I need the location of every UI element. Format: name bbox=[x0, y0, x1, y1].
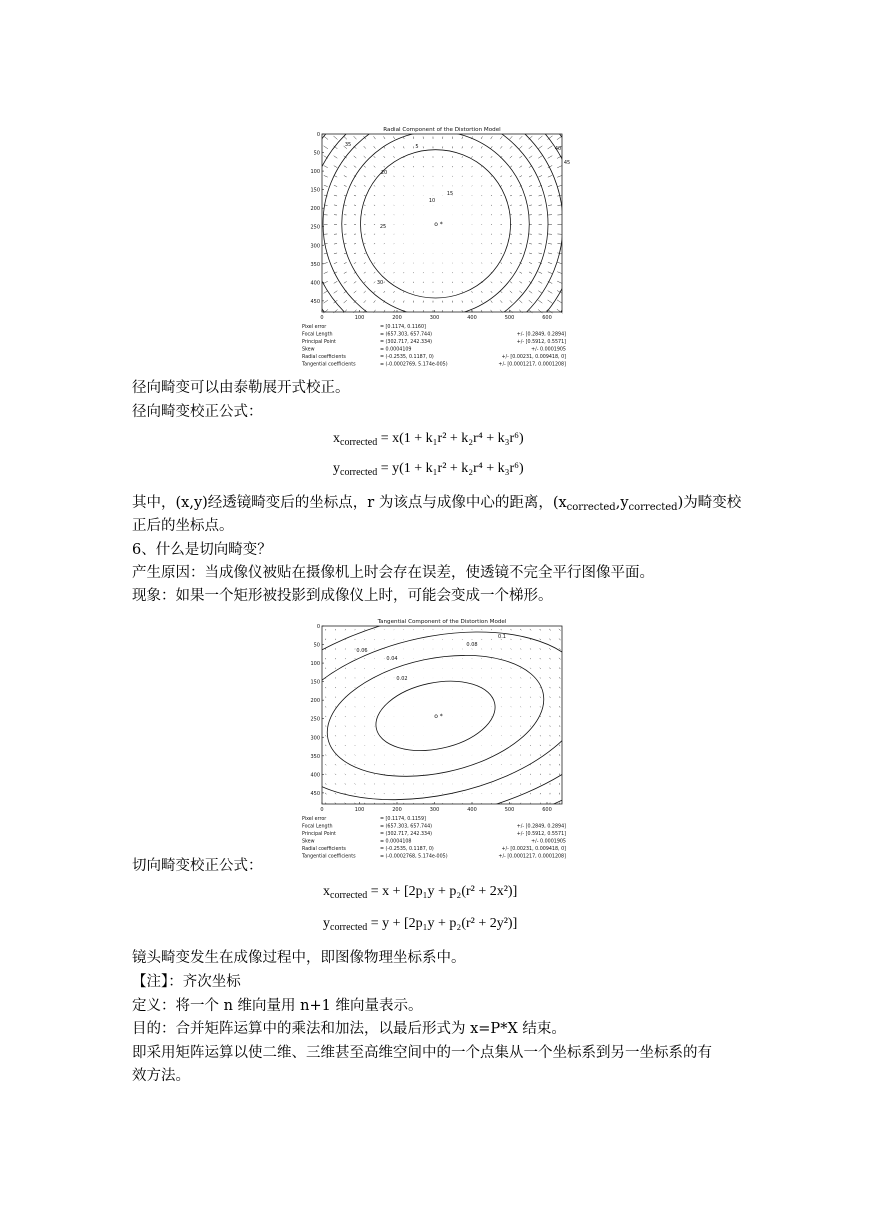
info-error: +/- [0.0001217, 0.0001208] bbox=[498, 362, 566, 368]
explain-part1: 其中，(x,y)经透镜畸变后的坐标点，r 为该点与成像中心的距离，(x bbox=[132, 495, 567, 511]
contour-label: 0.02 bbox=[396, 676, 408, 682]
info-value: = (657.303, 657.744) bbox=[380, 824, 433, 830]
y-tick-label: 350 bbox=[310, 753, 320, 760]
note-title: 【注】：齐次坐标 bbox=[132, 974, 241, 990]
contour-label: 0.08 bbox=[466, 642, 478, 648]
tangential-distortion-figure bbox=[300, 616, 568, 860]
info-value: = (-0.2535, 0.1187, 0) bbox=[380, 847, 434, 852]
x-tick-label: 100 bbox=[354, 315, 365, 321]
usage-line1: 即采用矩阵运算以使二维、三维甚至高维空间中的一个点集从一个坐标系到另一坐标系的有 bbox=[132, 1045, 712, 1061]
eq-rhs: = x + [2p₁y + p₂(r² + 2x²)] bbox=[370, 884, 518, 899]
contour-label: 0.1 bbox=[498, 634, 506, 640]
info-value: = (-0.2535, 0.1187, 0) bbox=[380, 355, 434, 360]
info-value: = [0.1174, 0.1159] bbox=[380, 817, 426, 822]
radial-distortion-figure bbox=[300, 124, 571, 370]
x-tick-label: 500 bbox=[504, 807, 515, 813]
tangential-distortion-plot bbox=[300, 616, 568, 860]
y-tick-label: 450 bbox=[310, 298, 320, 305]
info-error: +/- [0.5912, 0.5571] bbox=[516, 340, 566, 345]
explain-sub1: corrected bbox=[566, 502, 616, 513]
explain-part2: )为畸变校 bbox=[677, 495, 742, 511]
info-label: Radial coefficients bbox=[302, 847, 346, 852]
contour-label: 0.06 bbox=[356, 648, 368, 654]
info-label: Radial coefficients bbox=[302, 355, 346, 360]
eq-sub: corrected bbox=[330, 890, 368, 901]
tangential-equation-y bbox=[323, 916, 517, 933]
info-label: Skew bbox=[302, 839, 315, 845]
radial-equation-x bbox=[333, 431, 524, 448]
info-error: +/- [0.00231, 0.009418, 0] bbox=[501, 847, 566, 852]
info-error: +/- [0.2849, 0.2894] bbox=[516, 824, 566, 830]
eq-lhs: x bbox=[333, 431, 340, 446]
y-tick-label: 300 bbox=[310, 735, 320, 742]
phenomenon-text: 现象：如果一个矩形被投影到成像仪上时，可能会变成一个梯形。 bbox=[132, 588, 553, 604]
plot-title: Radial Component of the Distortion Model bbox=[383, 127, 501, 133]
y-tick-label: 0 bbox=[316, 132, 320, 138]
x-tick-label: 0 bbox=[320, 315, 324, 321]
x-tick-label: 0 bbox=[320, 807, 324, 813]
y-tick-label: 50 bbox=[313, 150, 320, 157]
info-label: Tangential coefficients bbox=[302, 854, 356, 860]
info-label: Tangential coefficients bbox=[302, 362, 356, 368]
explain-sub2: corrected bbox=[628, 502, 678, 513]
info-label: Principal Point bbox=[302, 832, 336, 837]
info-error: +/- [0.0001217, 0.0001208] bbox=[498, 854, 566, 860]
eq-rhs: = x(1 + k₁r² + k₂r⁴ + k₃r⁶) bbox=[380, 431, 524, 446]
eq-sub: corrected bbox=[340, 467, 378, 478]
eq-lhs: x bbox=[323, 884, 330, 899]
radial-distortion-plot bbox=[300, 124, 571, 370]
info-error: +/- 0.0001905 bbox=[531, 347, 566, 353]
contour-label: 35 bbox=[344, 142, 352, 148]
info-value: = [0.1174, 0.1160] bbox=[380, 325, 426, 330]
x-tick-label: 200 bbox=[392, 315, 402, 321]
info-error: +/- 0.0001905 bbox=[531, 839, 566, 845]
eq-lhs: y bbox=[323, 916, 330, 931]
info-value: = 0.0004108 bbox=[380, 839, 412, 845]
info-value: = (302.717, 242.334) bbox=[380, 340, 433, 345]
y-tick-label: 150 bbox=[310, 679, 320, 686]
definition-text: 定义：将一个 n 维向量用 n+1 维向量表示。 bbox=[132, 998, 423, 1014]
info-error: +/- [0.2849, 0.2894] bbox=[516, 332, 566, 338]
y-tick-label: 350 bbox=[310, 261, 320, 268]
plot-title: Tangential Component of the Distortion Model bbox=[377, 619, 507, 625]
contour-label: 30 bbox=[376, 280, 384, 286]
x-tick-label: 600 bbox=[542, 315, 552, 321]
eq-lhs: y bbox=[333, 461, 340, 476]
contour-label: 45 bbox=[563, 160, 571, 166]
tangential-equation-x bbox=[323, 884, 517, 901]
principal-point-marker: o * bbox=[434, 712, 443, 720]
contour-label: 5 bbox=[415, 144, 419, 150]
info-label: Skew bbox=[302, 347, 315, 353]
info-value: = 0.0004109 bbox=[380, 347, 412, 353]
info-error: +/- [0.5912, 0.5571] bbox=[516, 832, 566, 837]
contour-label: 15 bbox=[446, 191, 454, 197]
eq-sub: corrected bbox=[330, 922, 368, 933]
x-tick-label: 300 bbox=[429, 807, 440, 813]
eq-rhs: = y + [2p₁y + p₂(r² + 2y²)] bbox=[370, 916, 518, 931]
radial-intro-text: 径向畸变可以由泰勒展开式校正。 bbox=[132, 380, 350, 396]
info-label: Focal Length bbox=[302, 332, 333, 338]
y-tick-label: 200 bbox=[310, 698, 320, 705]
info-value: = (302.717, 242.334) bbox=[380, 832, 433, 837]
y-tick-label: 100 bbox=[310, 661, 320, 668]
contour-label: 25 bbox=[379, 224, 387, 230]
y-tick-label: 400 bbox=[310, 280, 320, 287]
y-tick-label: 50 bbox=[313, 642, 320, 649]
x-tick-label: 400 bbox=[467, 807, 477, 813]
contour-label: 10 bbox=[428, 198, 436, 204]
info-label: Focal Length bbox=[302, 824, 333, 830]
info-error: +/- [0.00231, 0.009418, 0] bbox=[501, 355, 566, 360]
x-tick-label: 500 bbox=[504, 315, 515, 321]
purpose-text: 目的：合并矩阵运算中的乘法和加法，以最后形式为 x=P*X 结束。 bbox=[132, 1021, 566, 1037]
x-tick-label: 400 bbox=[467, 315, 477, 321]
explain-comma: ,y bbox=[615, 495, 629, 511]
y-tick-label: 100 bbox=[310, 169, 320, 176]
principal-point-marker: o * bbox=[434, 220, 443, 228]
x-tick-label: 200 bbox=[392, 807, 402, 813]
eq-rhs: = y(1 + k₁r² + k₂r⁴ + k₃r⁶) bbox=[380, 461, 524, 476]
x-tick-label: 300 bbox=[429, 315, 440, 321]
info-value: = (657.303, 657.744) bbox=[380, 332, 433, 338]
info-label: Principal Point bbox=[302, 340, 336, 345]
tangential-formula-title: 切向畸变校正公式： bbox=[132, 858, 263, 874]
y-tick-label: 250 bbox=[310, 716, 320, 723]
y-tick-label: 250 bbox=[310, 224, 320, 231]
lens-note: 镜头畸变发生在成像过程中，即图像物理坐标系中。 bbox=[132, 950, 466, 966]
y-tick-label: 0 bbox=[316, 624, 320, 630]
y-tick-label: 150 bbox=[310, 187, 320, 194]
info-value: = (-0.0002768, 5.174e-005) bbox=[380, 854, 448, 860]
question-6: 6、什么是切向畸变？ bbox=[132, 542, 272, 558]
y-tick-label: 400 bbox=[310, 772, 320, 779]
usage-line2: 效方法。 bbox=[132, 1068, 190, 1084]
y-tick-label: 300 bbox=[310, 243, 320, 250]
contour-label: 20 bbox=[380, 170, 388, 176]
radial-formula-title: 径向畸变校正公式： bbox=[132, 404, 263, 420]
explain-paragraph bbox=[132, 493, 741, 518]
cause-text: 产生原因：当成像仪被贴在摄像机上时会存在误差，使透镜不完全平行图像平面。 bbox=[132, 565, 654, 581]
y-tick-label: 200 bbox=[310, 206, 320, 213]
radial-equation-y bbox=[333, 461, 524, 478]
info-label: Pixel error bbox=[302, 325, 327, 330]
explain-line2: 正后的坐标点。 bbox=[132, 518, 234, 534]
info-label: Pixel error bbox=[302, 817, 327, 822]
contour-label: 40 bbox=[554, 146, 562, 152]
x-tick-label: 100 bbox=[354, 807, 365, 813]
eq-sub: corrected bbox=[340, 437, 378, 448]
info-value: = (-0.0002769, 5.174e-005) bbox=[380, 362, 448, 368]
x-tick-label: 600 bbox=[542, 807, 552, 813]
contour-label: 0.04 bbox=[386, 656, 398, 662]
y-tick-label: 450 bbox=[310, 790, 320, 797]
